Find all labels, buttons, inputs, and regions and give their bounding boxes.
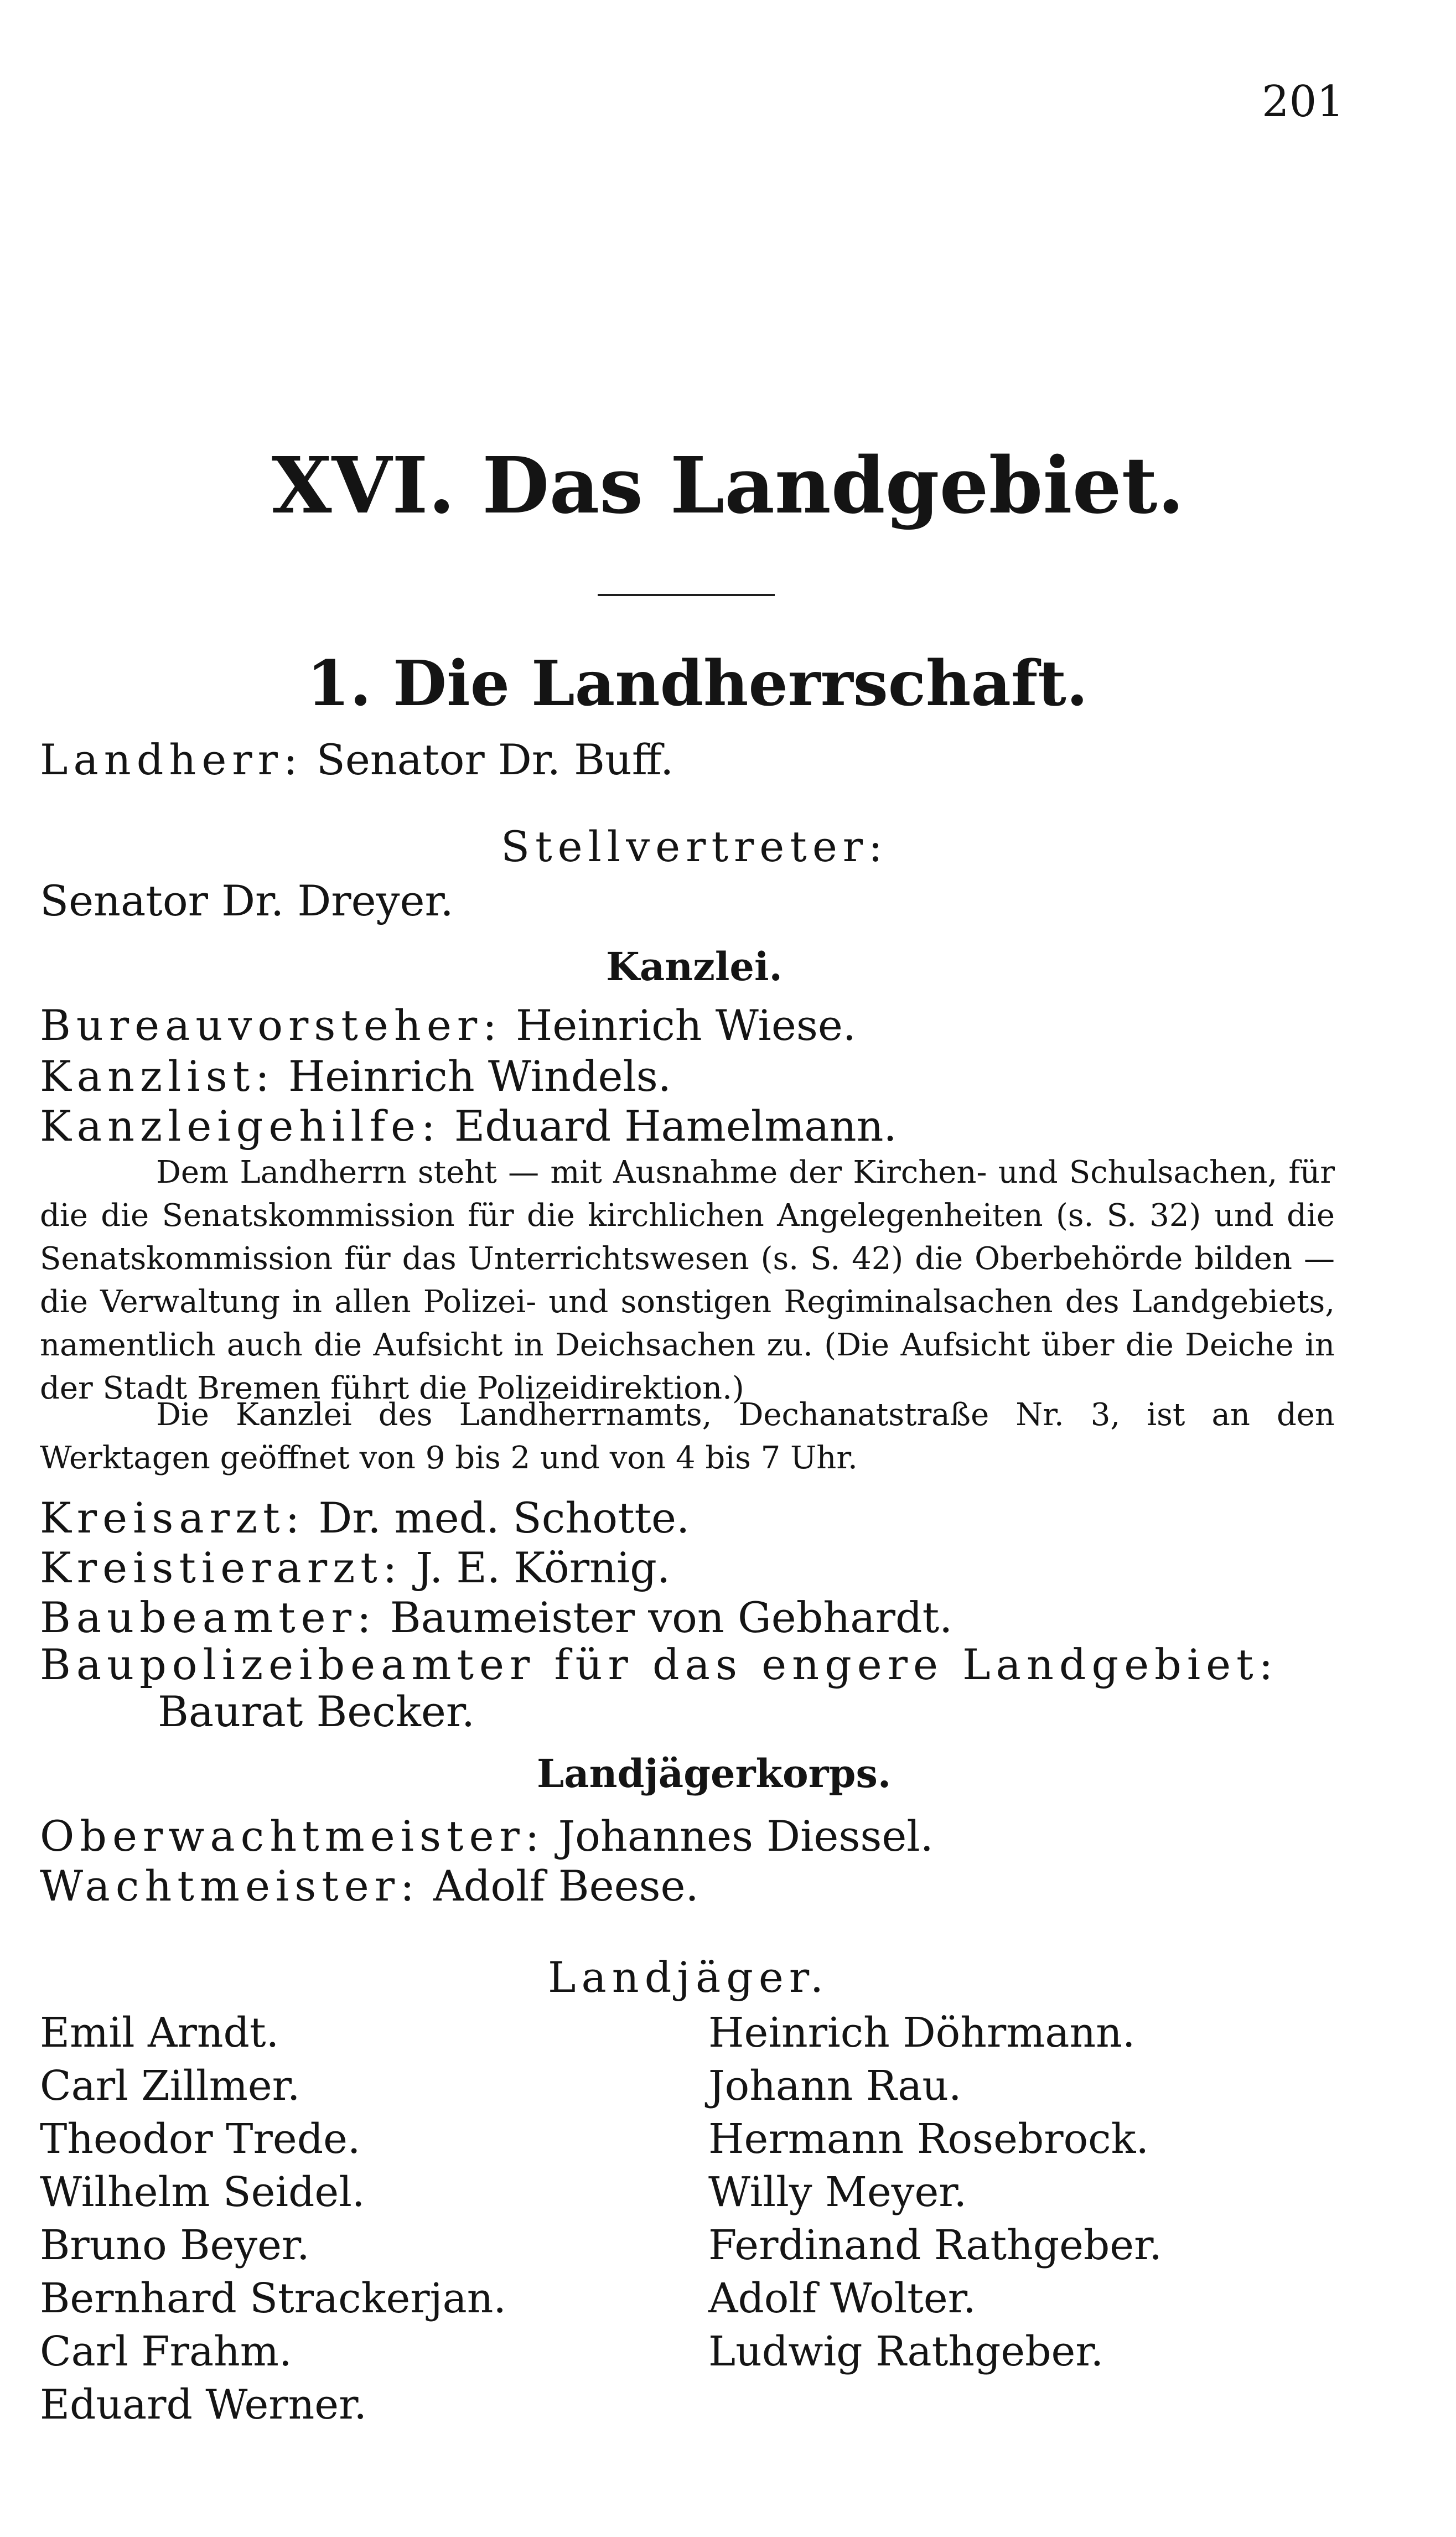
stellvertreter-heading: Stellvertreter: (501, 822, 888, 871)
kanzlei-paragraph-1: Dem Landherrn steht — mit Ausnahme der Kirchen- und Schulsachen, für die die Senatskommission für die kirchlichen Angelegenheiten (s. S. 32) und die Senatskommission für das Unterrichtswesen (s. S. 42) die Oberbehörde bilden — die Verwaltung in allen Polizei- und sonstigen Regiminalsachen des Landgebiets, namentlich auch die Aufsicht in Deichsachen zu. (Die Aufsicht über die Deiche in der Stadt Bremen führt die Polizeidirektion.) (40, 1154, 1335, 1406)
list-item: Heinrich Döhrmann. (708, 2009, 1136, 2057)
landherr-line (40, 735, 674, 784)
list-item: Wilhelm Seidel. (40, 2168, 365, 2216)
list-item: Hermann Rosebrock. (708, 2115, 1149, 2163)
list-item: Carl Zillmer. (40, 2062, 300, 2110)
list-item: Eduard Werner. (40, 2381, 367, 2429)
stellvertreter-value: Senator Dr. Dreyer. (40, 876, 454, 925)
list-item: Emil Arndt. (40, 2009, 279, 2057)
landjaeger-left-column (40, 2006, 506, 2431)
official-entry: Kreisarzt: Dr. med. Schotte. (40, 1493, 690, 1542)
landjaegerkorps-heading: Landjägerkorps. (537, 1751, 892, 1796)
kanzlei-entry: Kanzlist: Heinrich Windels. (40, 1052, 671, 1101)
official-entry-label: Baupolizeibeamter für das engere Landgebiet: (40, 1640, 1279, 1689)
landherr-label: Landherr: (40, 735, 303, 784)
list-item: Ludwig Rathgeber. (708, 2328, 1104, 2375)
kanzlei-entry: Kanzleigehilfe: Eduard Hamelmann. (40, 1101, 897, 1151)
list-item: Adolf Wolter. (708, 2275, 976, 2322)
list-item: Bruno Beyer. (40, 2222, 310, 2269)
title-divider (598, 594, 775, 596)
korps-entry: Wachtmeister: Adolf Beese. (40, 1861, 699, 1910)
list-item: Carl Frahm. (40, 2328, 292, 2375)
kanzlei-entry: Bureauvorsteher: Heinrich Wiese. (40, 1001, 856, 1050)
list-item: Theodor Trede. (40, 2115, 361, 2163)
landjaeger-right-column (708, 2006, 1162, 2378)
official-entry-value: Baurat Becker. (158, 1687, 475, 1736)
kanzlei-heading: Kanzlei. (606, 944, 783, 990)
official-entry: Kreistierarzt: J. E. Körnig. (40, 1543, 671, 1592)
list-item: Bernhard Strackerjan. (40, 2275, 506, 2322)
kanzlei-paragraph-2: Die Kanzlei des Landherrnamts, Dechanatstraße Nr. 3, ist an den Werktagen geöffnet von 9 bis 2 und von 4 bis 7 Uhr. (40, 1397, 1335, 1476)
list-item: Willy Meyer. (708, 2168, 967, 2216)
chapter-title: XVI. Das Landgebiet. (271, 441, 1185, 531)
landherr-value: Senator Dr. Buff. (316, 735, 674, 784)
landjaeger-heading: Landjäger. (548, 1953, 830, 2002)
list-item: Johann Rau. (708, 2062, 962, 2110)
page-number: 201 (1262, 77, 1344, 127)
list-item: Ferdinand Rathgeber. (708, 2222, 1162, 2269)
section-title: 1. Die Landherrschaft. (307, 648, 1088, 720)
korps-entry: Oberwachtmeister: Johannes Diessel. (40, 1811, 934, 1861)
official-entry: Baubeamter: Baumeister von Gebhardt. (40, 1593, 953, 1642)
